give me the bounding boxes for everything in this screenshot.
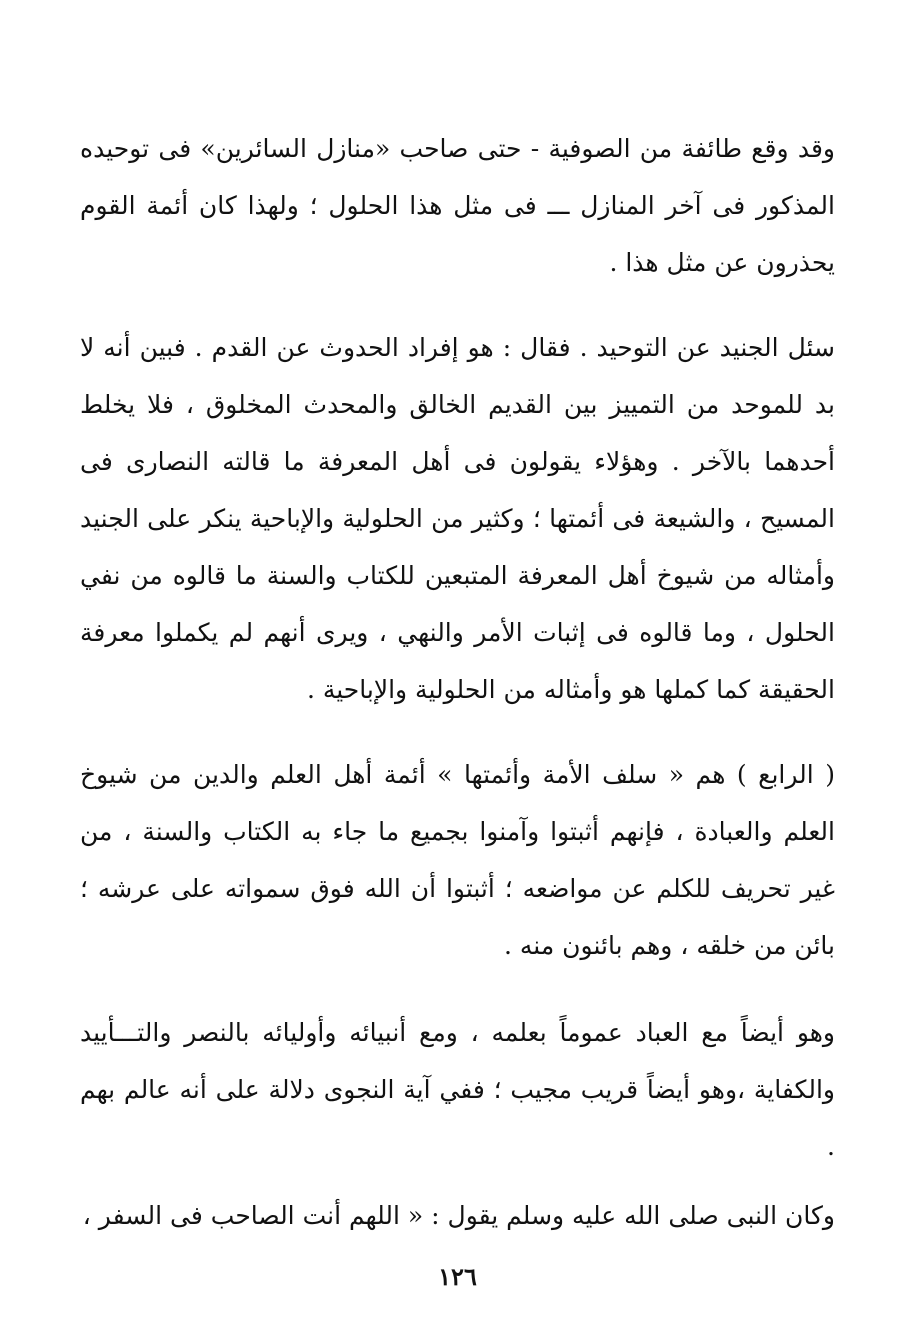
page-body bbox=[80, 120, 835, 1244]
paragraph-fourth-salaf: ( الرابع ) هم « سلف الأمة وأئمتها » أئمة أهل العلم والدين من شيوخ العلم والعبادة ، فإنهم أثبتوا وآمنوا بجميع ما جاء به الكتاب والسنة ، من غير تحريف للكلم عن مواضعه ؛ أثبتوا أن الله فوق سمواته على عرشه ؛ بائن من خلقه ، وهم بائنون منه . bbox=[80, 760, 835, 960]
paragraph-maiyya: وهو أيضاً مع العباد عموماً بعلمه ، ومع أنبيائه وأوليائه بالنصر والتـــأييد والكفاية ،وهو أيضاً قريب مجيب ؛ ففي آية النجوى دلالة على أنه عالم بهم . bbox=[80, 1018, 835, 1161]
paragraph-prophet-dua: وكان النبى صلى الله عليه وسلم يقول : « اللهم أنت الصاحب فى السفر ، bbox=[82, 1201, 835, 1230]
paragraph-junayd-tawhid: سئل الجنيد عن التوحيد . فقال : هو إفراد الحدوث عن القدم . فبين أنه لا بد للموحد من التمييز بين القديم الخالق والمحدث المخلوق ، فلا يخلط أحدهما بالآخر . وهؤلاء يقولون فى أهل المعرفة ما قالته النصارى فى المسيح ، والشيعة فى أئمتها ؛ وكثير من الحلولية والإباحية ينكر على الجنيد وأمثاله من شيوخ أهل المعرفة المتبعين للكتاب والسنة ما قالوه من نفي الحلول ، وما قالوه فى إثبات الأمر والنهي ، ويرى أنهم لم يكملوا معرفة الحقيقة كما كملها هو وأمثاله من الحلولية والإباحية . bbox=[80, 333, 835, 704]
page-number: ١٢٦ bbox=[438, 1262, 477, 1291]
paragraph-sufi-hulul: وقد وقع طائفة من الصوفية - حتى صاحب «منازل السائرين» فى توحيده المذكور فى آخر المنازل ـــ فى مثل هذا الحلول ؛ ولهذا كان أئمة القوم يحذرون عن مثل هذا . bbox=[80, 134, 835, 277]
